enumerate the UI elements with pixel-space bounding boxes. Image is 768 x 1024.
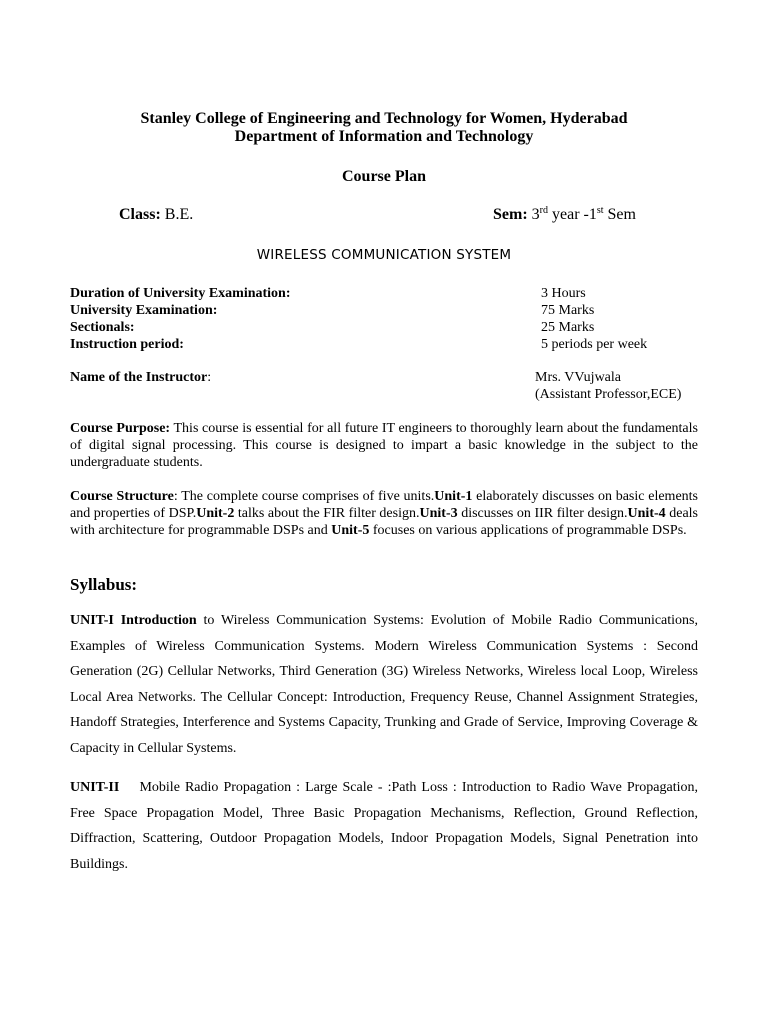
exam-label-0: Duration of University Examination: [70, 286, 291, 301]
class-field [119, 206, 193, 224]
instructor-label-text: Name of the Instructor [70, 370, 208, 385]
unit-1-bold-word: Introduction [120, 613, 197, 628]
cs-text-2: elaborately discusses on basic elements and properties of DSP. [70, 489, 699, 521]
exam-value-0: 3 Hours [541, 286, 586, 301]
unit-1-text: to Wireless Communication Systems: Evolution of Mobile Radio Communications, Examples of Wireless Communication Systems. Modern Wireless Communication Systems : Second Generation (2G) Cellular Networks, Third Generation (3G) Wireless Networks, Wireless local Loop, Wireless Local Area Networks. The Cellular Concept: Introduction, Frequency Reuse, Channel Assignment Strategies, Handoff Strategies, Interference and Systems Capacity, Trunking and Grade of Service, Improving Coverage & Capacity in Cellular Systems. [70, 613, 699, 756]
subject-title: WIRELESS COMMUNICATION SYSTEM [256, 247, 512, 263]
instructor-colon: : [207, 370, 212, 385]
instructor-designation: (Assistant Professor,ECE) [535, 387, 682, 402]
exam-label-1: University Examination: [70, 303, 218, 318]
unit-2-description [70, 775, 702, 877]
exam-value-2: 25 Marks [541, 320, 595, 335]
course-purpose [70, 420, 698, 471]
sem-year-sup: rd [539, 205, 548, 216]
unit-2-label: UNIT-II [70, 780, 120, 795]
sem-year-num: 3 [531, 206, 540, 223]
cs-text-4: discusses on IIR filter design. [457, 506, 628, 521]
sem-label: Sem: [493, 206, 528, 223]
semester-field [493, 206, 636, 224]
unit-1-label: UNIT-I [70, 613, 114, 628]
exam-value-3: 5 periods per week [541, 337, 648, 352]
exam-label-2: Sectionals: [70, 320, 135, 335]
cs-unit-3: Unit-3 [419, 506, 458, 521]
department-name [0, 128, 768, 146]
cs-text-6: focuses on various applications of programmable DSPs. [369, 523, 687, 538]
class-value: B.E. [164, 206, 194, 223]
cs-text-1: : The complete course comprises of five units. [173, 489, 435, 504]
cs-unit-1: Unit-1 [434, 489, 473, 504]
unit-2-text: Mobile Radio Propagation : Large Scale - :Path Loss : Introduction to Radio Wave Propagation, Free Space Propagation Model, Three Basic Propagation Mechanisms, Reflection, Ground Reflection, Diffraction, Scattering, Outdoor Propagation Models, Indoor Propagation Models, Signal Penetration into Buildings. [70, 780, 702, 872]
instructor-name: Mrs. VVujwala [535, 370, 622, 385]
cs-unit-2: Unit-2 [196, 506, 235, 521]
course-purpose-text: This course is essential for all future IT engineers to thoroughly learn about the fundamentals of digital signal processing. This course is designed to impart a basic knowledge in the subject to the undergraduate students. [70, 421, 698, 470]
course-structure-label: Course Structure [70, 489, 174, 504]
sem-sem-rest: Sem [603, 206, 636, 223]
exam-label-3: Instruction period: [70, 337, 184, 352]
class-label: Class: [119, 206, 161, 223]
sem-sem-sup: st [596, 205, 604, 216]
department-text: Department of Information and Technology [234, 128, 534, 145]
college-name: Stanley College of Engineering and Technology for Women, Hyderabad [140, 110, 628, 127]
document-title: Course Plan [342, 168, 426, 185]
instructor-label [70, 370, 211, 386]
course-purpose-label: Course Purpose: [70, 421, 171, 436]
cs-text-3: talks about the FIR filter design. [234, 506, 420, 521]
course-structure [70, 488, 698, 539]
unit-1-description [70, 608, 698, 761]
cs-unit-4: Unit-4 [627, 506, 666, 521]
sem-year-rest: year -1 [548, 206, 597, 223]
syllabus-heading: Syllabus: [70, 575, 138, 594]
exam-value-1: 75 Marks [541, 303, 595, 318]
cs-unit-5: Unit-5 [331, 523, 370, 538]
cs-text-5: deals with architecture for programmable DSPs and [70, 506, 698, 538]
